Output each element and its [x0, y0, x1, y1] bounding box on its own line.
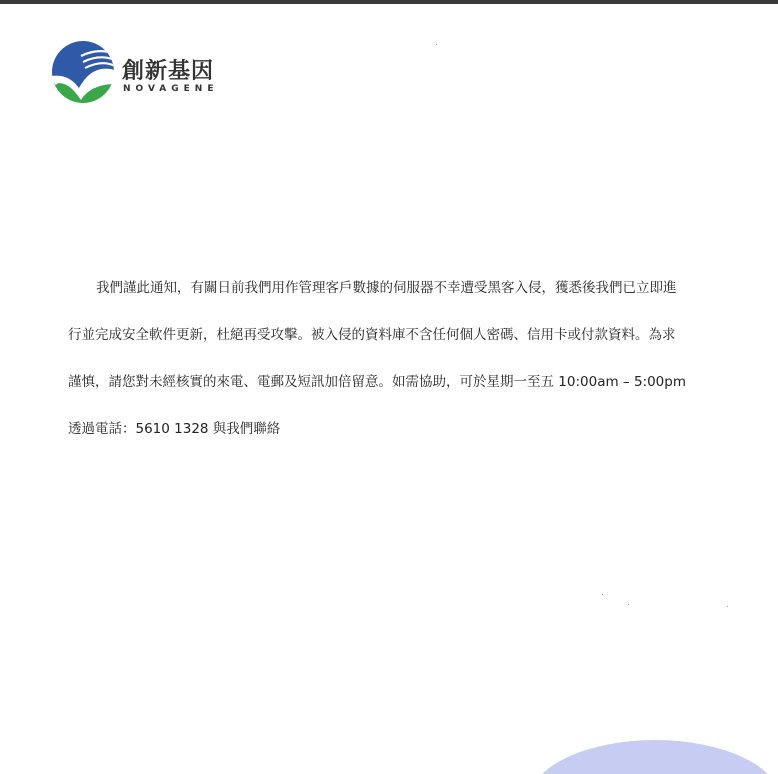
- scan-speck: [727, 606, 728, 607]
- novagene-logo-icon: [51, 40, 115, 104]
- top-border: [0, 0, 778, 4]
- company-name-english: NOVAGENE: [123, 84, 219, 94]
- notice-line: 謹慎，請您對未經核實的來電、電郵及短訊加倍留意。如需協助，可於星期一至五 10:00am – 5:00pm: [68, 374, 686, 390]
- decorative-circle: [530, 740, 778, 774]
- scan-speck: [628, 604, 629, 605]
- notice-line: 透過電話：5610 1328 與我們聯絡: [68, 421, 281, 437]
- notice-line: 行並完成安全軟件更新，杜絕再受攻擊。被入侵的資料庫不含任何個人密碼、信用卡或付款資料。為求: [68, 327, 676, 343]
- notice-line: 我們謹此通知，有關日前我們用作管理客戶數據的伺服器不幸遭受黑客入侵，獲悉後我們已立即進: [96, 280, 677, 296]
- scan-speck: [602, 594, 603, 595]
- corner-decoration: [525, 738, 778, 774]
- notice-body: [68, 272, 728, 460]
- letterhead: [51, 40, 251, 106]
- scan-speck: [436, 44, 437, 45]
- company-name-chinese: 創新基因: [122, 58, 215, 84]
